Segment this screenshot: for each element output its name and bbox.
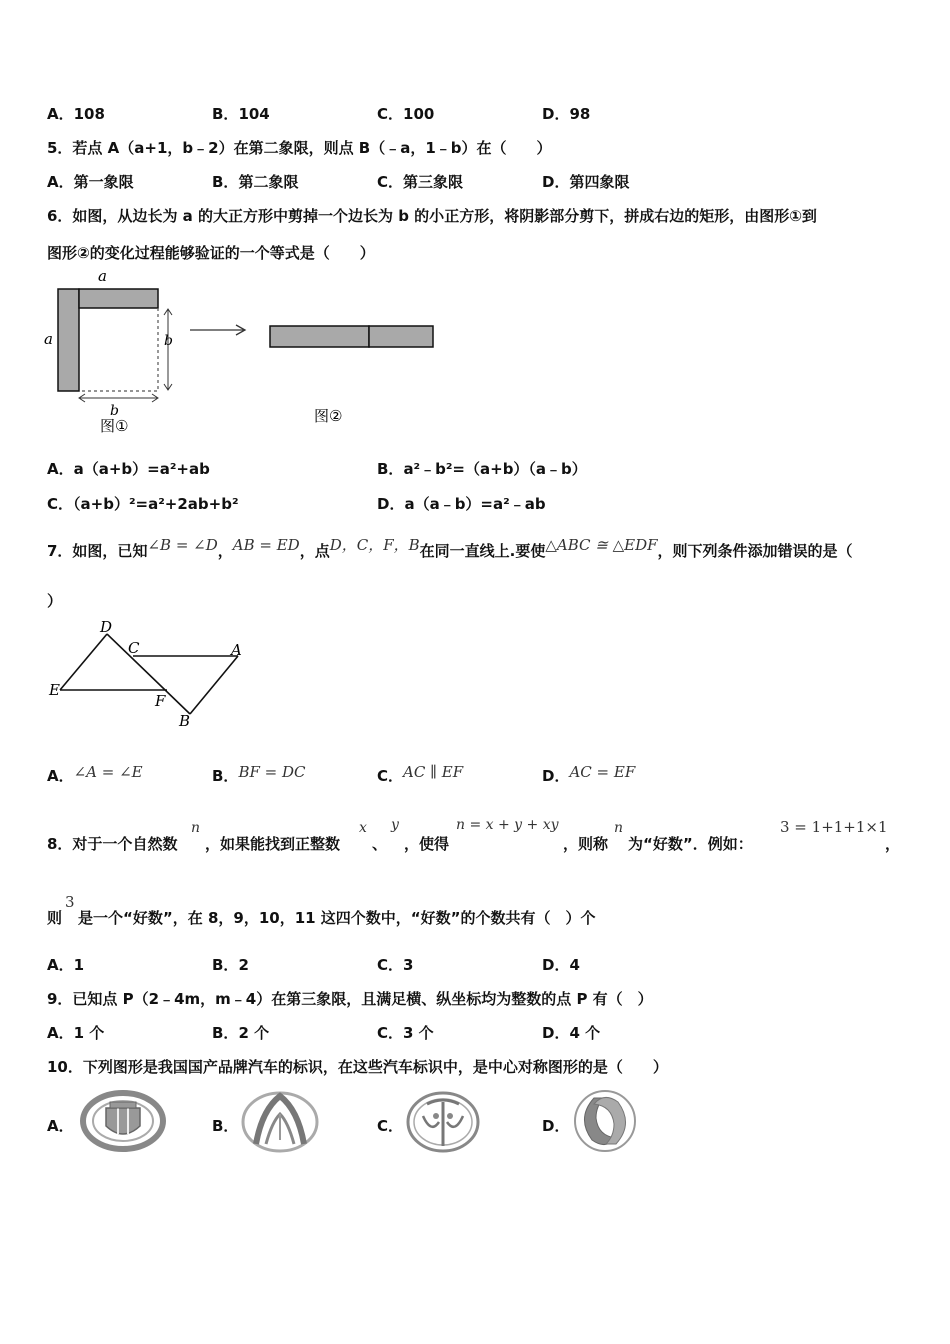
q8-formula: n = x + y + xy <box>456 817 559 833</box>
q8-y: y <box>391 817 399 833</box>
q6-figure-1 <box>40 265 220 445</box>
fig2-caption: 图② <box>314 407 343 425</box>
q7-congruence: △ABC ≅ △EDF <box>545 536 658 554</box>
q7-option-d: D．AC = EF <box>542 763 636 785</box>
q6-arrow <box>188 322 248 338</box>
q4-option-c: C．100 <box>377 105 435 123</box>
q6-stem-line2: 图形②的变化过程能够验证的一个等式是（ ） <box>47 244 375 262</box>
q7-points: D，C，F，B <box>329 536 420 554</box>
q6-option-d: D．a（a﹣b）=a²﹣ab <box>377 495 546 513</box>
q6-figure-2 <box>265 320 440 430</box>
q7-label-D: D <box>100 618 113 636</box>
dongfeng-logo-icon <box>572 1088 638 1154</box>
fig1-caption: 图① <box>100 417 129 435</box>
q7-option-c: C．AC ∥ EF <box>377 763 464 785</box>
q10-option-b-letter: B． <box>212 1117 239 1135</box>
q5-stem: 5．若点 A（a+1，b﹣2）在第二象限，则点 B（﹣a，1﹣b）在（ ） <box>47 139 552 157</box>
fig1-left-strip <box>58 289 79 391</box>
q10-stem: 10．下列图形是我国国产品牌汽车的标识，在这些汽车标识中，是中心对称图形的是（ ） <box>47 1058 668 1076</box>
fig1-label-b-bottom: b <box>110 403 119 419</box>
q10-option-c-letter: C． <box>377 1117 404 1135</box>
q8-n2: n <box>614 820 624 836</box>
fig1-label-b-right: b <box>164 333 173 349</box>
q7-segment-DE <box>60 634 107 690</box>
q10-option-d-letter: D． <box>542 1117 570 1135</box>
fig2-rect-left <box>270 326 369 347</box>
fig1-label-a-left: a <box>44 330 53 348</box>
fig2-rect-right <box>369 326 433 347</box>
q8-sep: 、 <box>372 835 388 853</box>
q8-n1: n <box>191 820 201 836</box>
q7-label-C: C <box>128 639 140 657</box>
jac-logo-icon <box>405 1090 481 1154</box>
q6-stem-line1: 6．如图，从边长为 a 的大正方形中剪掉一个边长为 b 的小正方形，将阴影部分剪下，拼成右边的矩形，由图形①到 <box>47 207 817 225</box>
q6-option-b: B．a²﹣b²=（a+b）（a﹣b） <box>377 460 587 478</box>
hongqi-logo-icon <box>240 1088 320 1154</box>
q7-label-E: E <box>49 681 60 699</box>
q5-option-d: D．第四象限 <box>542 173 630 191</box>
q7-label-B: B <box>179 712 191 730</box>
q8-stem-p1: 8．对于一个自然数 <box>47 835 178 853</box>
q8-stem-p4: ，则称 <box>563 835 609 853</box>
great-wall-logo-icon <box>80 1090 166 1152</box>
q9-option-a: A．1 个 <box>47 1024 105 1042</box>
q9-stem: 9．已知点 P（2﹣4m，m﹣4）在第三象限，且满足横、纵坐标均为整数的点 P 有（ ） <box>47 990 653 1008</box>
q4-option-a: A．108 <box>47 105 105 123</box>
q8-three: 3 <box>65 893 75 911</box>
q7-cond1: ∠B = ∠D <box>147 536 218 554</box>
q8-line2-rest: 是一个“好数”，在 8，9，10，11 这四个数中，“好数”的个数共有（ ）个 <box>78 909 596 927</box>
q5-option-b: B．第二象限 <box>212 173 299 191</box>
q5-option-c: C．第三象限 <box>377 173 464 191</box>
q8-example: 3 = 1+1+1×1 <box>780 818 888 836</box>
fig1-dashed-square <box>79 308 158 391</box>
q7-segment-AB <box>190 656 238 714</box>
q7-figure <box>45 615 255 735</box>
fig1-label-a-top: a <box>98 267 107 285</box>
q8-stem-p3: ，使得 <box>404 835 450 853</box>
q7-label-A: A <box>231 641 242 659</box>
q8-line2-prefix: 则 <box>47 909 63 927</box>
q8-stem-p6: ， <box>885 835 901 853</box>
q8-x: x <box>359 820 367 836</box>
q8-option-c: C．3 <box>377 956 414 974</box>
fig1-top-strip <box>79 289 158 308</box>
q9-option-d: D．4 个 <box>542 1024 601 1042</box>
q6-option-c: C．（a+b）²=a²+2ab+b² <box>47 495 239 513</box>
q4-option-b: B．104 <box>212 105 270 123</box>
q5-option-a: A．第一象限 <box>47 173 134 191</box>
q7-stem: 7．如图，已知∠B = ∠D，AB = ED，点D，C，F，B在同一直线上.要使△ABC ≅ △EDF，则下列条件添加错误的是（ <box>47 536 853 560</box>
q7-cond2: AB = ED <box>232 536 300 554</box>
q8-stem-p5: 为“好数”．例如： <box>628 835 753 853</box>
q7-segment-DB <box>107 634 190 714</box>
q8-option-b: B．2 <box>212 956 249 974</box>
q10-option-a-letter: A． <box>47 1117 74 1135</box>
q7-label-F: F <box>155 692 166 710</box>
q7-option-a: A．∠A = ∠E <box>47 763 143 785</box>
q9-option-c: C．3 个 <box>377 1024 434 1042</box>
q7-option-b: B．BF = DC <box>212 763 306 785</box>
q4-option-d: D．98 <box>542 105 591 123</box>
q9-option-b: B．2 个 <box>212 1024 270 1042</box>
q8-option-a: A．1 <box>47 956 85 974</box>
q7-stem-line2: ） <box>47 592 63 610</box>
q6-option-a: A．a（a+b）=a²+ab <box>47 460 210 478</box>
q8-option-d: D．4 <box>542 956 580 974</box>
q8-stem-p2: ，如果能找到正整数 <box>205 835 341 853</box>
